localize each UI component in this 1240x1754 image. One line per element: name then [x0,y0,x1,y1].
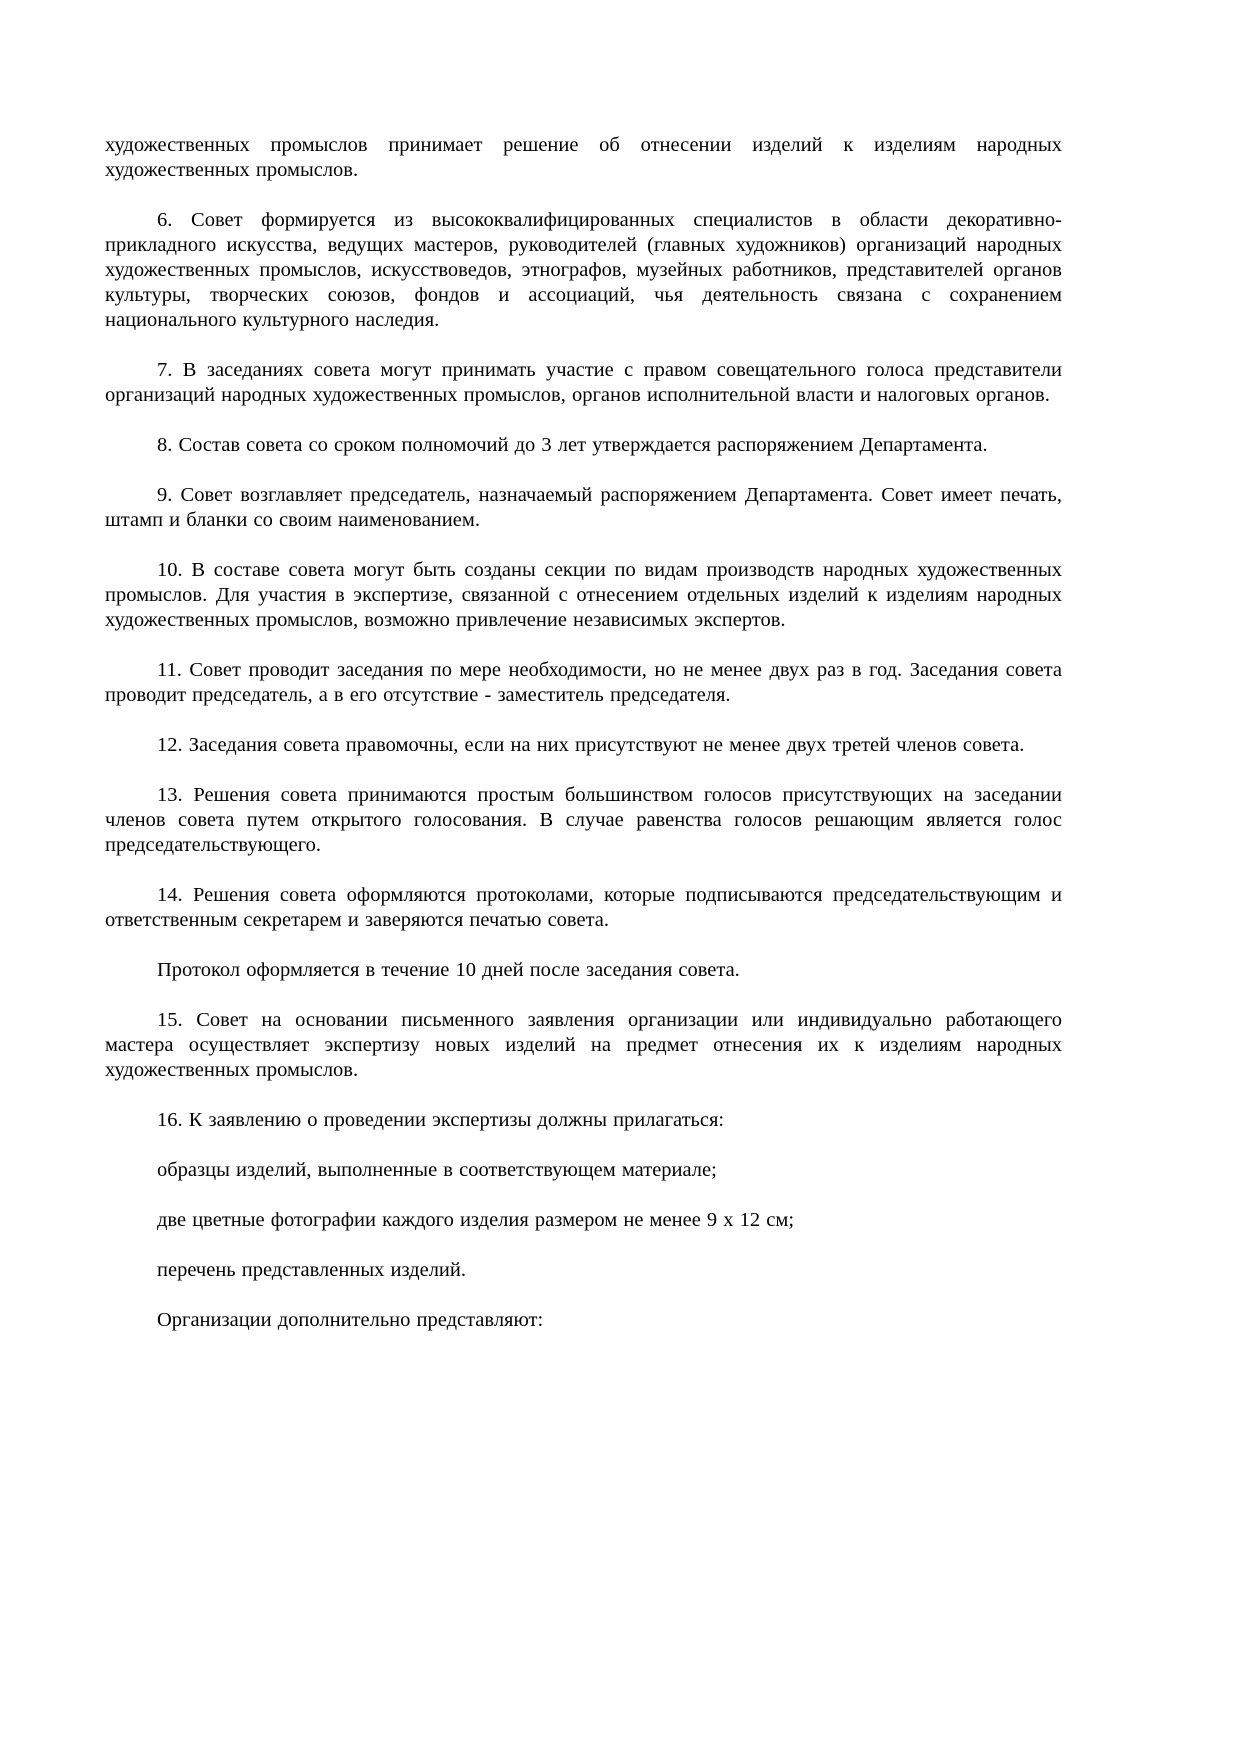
paragraph: 15. Совет на основании письменного заявления организации или индивидуально работающего мастера осуществляет экспертизу новых изделий на предмет отнесения их к изделиям народных художественных промыслов. [105,1009,1062,1081]
paragraph: две цветные фотографии каждого изделия размером не менее 9 х 12 см; [157,1209,795,1231]
paragraph: 16. К заявлению о проведении экспертизы должны прилагаться: [157,1109,725,1131]
paragraph: 7. В заседаниях совета могут принимать участие с правом совещательного голоса представители организаций народных художественных промыслов, органов исполнительной власти и налоговых органов. [105,359,1062,406]
paragraph: Организации дополнительно представляют: [157,1309,544,1331]
paragraph: 12. Заседания совета правомочны, если на них присутствуют не менее двух третей членов совета. [157,734,1025,756]
paragraph: 6. Совет формируется из высококвалифицированных специалистов в области декоративно-прикладного искусства, ведущих мастеров, руководителей (главных художников) организаций народных художественных промыслов, искусствоведов, этнографов, музейных работников, представителей органов культуры, творческих союзов, фондов и ассоциаций, чья деятельность связана с сохранением национального культурного наследия. [105,209,1062,331]
paragraph: художественных промыслов принимает решение об отнесении изделий к изделиям народных художественных промыслов. [105,134,1062,181]
paragraph: Протокол оформляется в течение 10 дней после заседания совета. [157,959,740,981]
paragraph: образцы изделий, выполненные в соответствующем материале; [157,1159,717,1181]
paragraph: 11. Совет проводит заседания по мере необходимости, но не менее двух раз в год. Заседания совета проводит председатель, а в его отсутствие - заместитель председателя. [105,659,1062,706]
document-content [105,133,1062,1333]
paragraph: 14. Решения совета оформляются протоколами, которые подписываются председательствующим и ответственным секретарем и заверяются печатью совета. [105,884,1062,931]
paragraph: 13. Решения совета принимаются простым большинством голосов присутствующих на заседании членов совета путем открытого голосования. В случае равенства голосов решающим является голос председательствующего. [105,784,1062,856]
paragraph: перечень представленных изделий. [157,1259,466,1281]
paragraph: 10. В составе совета могут быть созданы секции по видам производств народных художественных промыслов. Для участия в экспертизе, связанной с отнесением отдельных изделий к изделиям народных художественных промыслов, возможно привлечение независимых экспертов. [105,559,1062,631]
paragraph: 8. Состав совета со сроком полномочий до 3 лет утверждается распоряжением Департамента. [157,434,988,456]
paragraph: 9. Совет возглавляет председатель, назначаемый распоряжением Департамента. Совет имеет печать, штамп и бланки со своим наименованием. [105,484,1062,531]
